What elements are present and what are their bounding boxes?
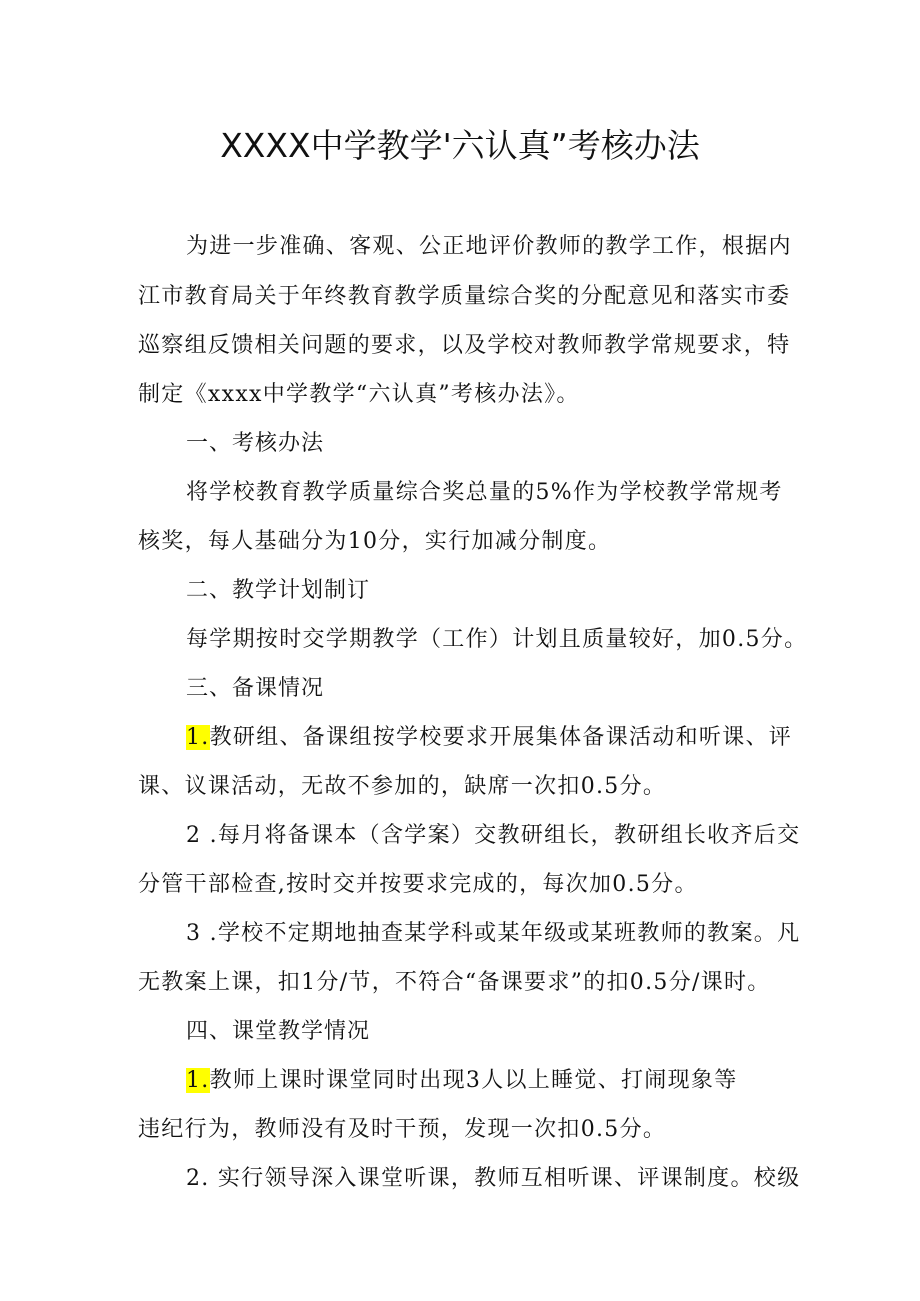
section-2-heading: 二、教学计划制订 xyxy=(186,578,371,603)
section-2-line-1: 每学期按时交学期教学（工作）计划且质量较好，加0.5分。 xyxy=(186,627,808,652)
highlighted-number: 1. xyxy=(186,725,210,750)
document-title: XXXX中学教学'六认真”考核办法 xyxy=(220,126,700,165)
section-3-heading: 三、备课情况 xyxy=(186,676,325,701)
intro-line-3: 巡察组反馈相关问题的要求，以及学校对教师教学常规要求，特 xyxy=(138,333,791,358)
intro-line-4: 制定《xxxx中学教学“六认真”考核办法》。 xyxy=(138,382,580,407)
item-text: 教研组、备课组按学校要求开展集体备课活动和听课、评 xyxy=(209,725,793,750)
section-1-line-2: 核奖，每人基础分为10分，实行加减分制度。 xyxy=(138,529,612,554)
section-3-item-3-line-2: 无教案上课，扣1分/节，不符合“备课要求”的扣0.5分/课时。 xyxy=(138,970,771,995)
section-3-item-2-line-2: 分管干部检查,按时交并按要求完成的，每次加0.5分。 xyxy=(138,872,698,897)
section-3-item-3-line-1: 3 .学校不定期地抽查某学科或某年级或某班教师的教案。凡 xyxy=(186,921,801,946)
section-4-item-2-line-1: 2. 实行领导深入课堂听课，教师互相听课、评课制度。校级 xyxy=(186,1166,801,1191)
section-3-item-1-line-2: 课、议课活动，无故不参加的，缺席一次扣0.5分。 xyxy=(138,774,667,799)
section-1-line-1: 将学校教育教学质量综合奖总量的5%作为学校教学常规考 xyxy=(186,480,783,505)
section-3-item-1-line-1 xyxy=(186,721,792,755)
item-text: 教师上课时课堂同时出现3人以上睡觉、打闹现象等 xyxy=(209,1068,738,1093)
intro-line-2: 江市教育局关于年终教育教学质量综合奖的分配意见和落实市委 xyxy=(138,284,791,309)
section-3-item-2-line-1: 2 .每月将备课本（含学案）交教研组长，教研组长收齐后交 xyxy=(186,823,801,848)
intro-line-1: 为进一步准确、客观、公正地评价教师的教学工作，根据内 xyxy=(186,234,792,259)
section-4-heading: 四、课堂教学情况 xyxy=(186,1019,371,1044)
highlighted-number: 1. xyxy=(186,1068,210,1093)
section-4-item-1-line-2: 违纪行为，教师没有及时干预，发现一次扣0.5分。 xyxy=(138,1117,667,1142)
section-4-item-1-line-1 xyxy=(186,1064,738,1098)
section-1-heading: 一、考核办法 xyxy=(186,431,325,456)
